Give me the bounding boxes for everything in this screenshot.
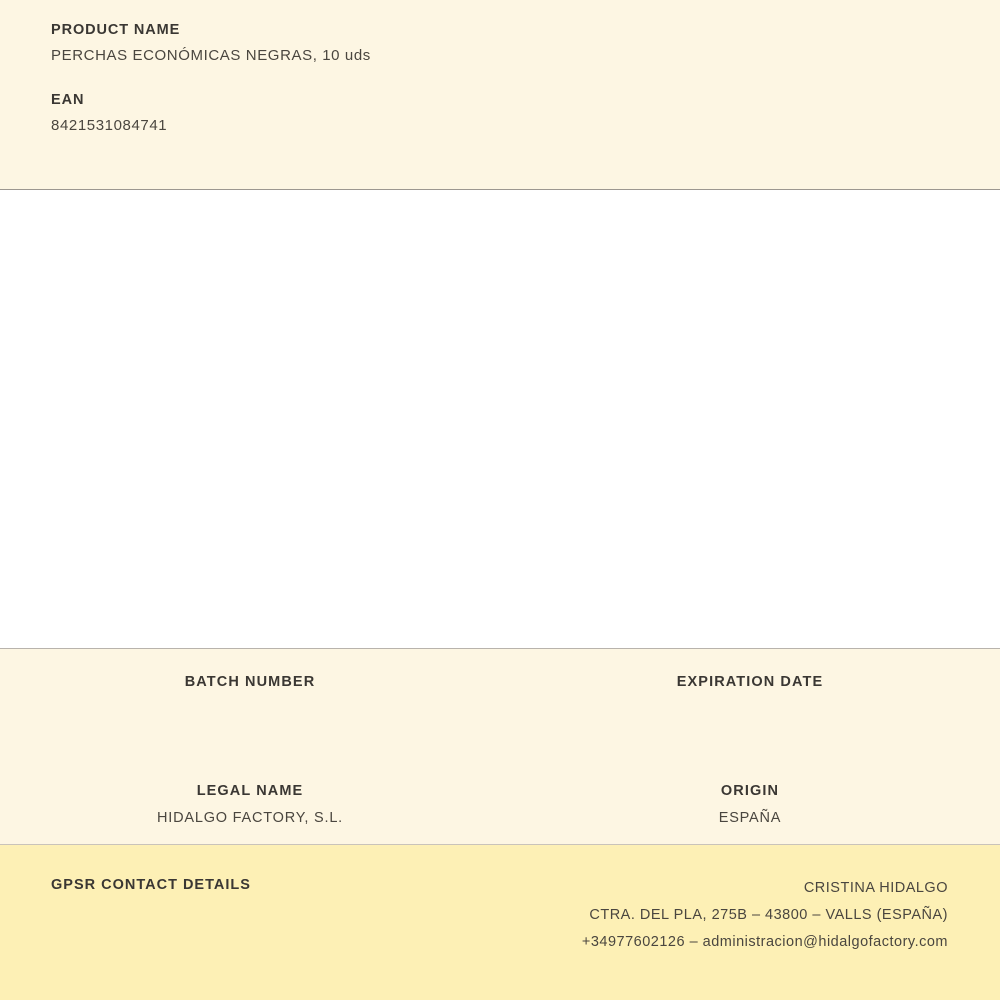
gpsr-contact-label: GPSR CONTACT DETAILS [51, 877, 251, 893]
expiration-date-cell [500, 674, 1000, 718]
product-name-label: PRODUCT NAME [51, 22, 181, 38]
ean-field [51, 92, 950, 134]
origin-cell [500, 783, 1000, 827]
origin-value: ESPAÑA [718, 810, 782, 826]
expiration-date-label: EXPIRATION DATE [676, 674, 824, 690]
gpsr-contact-block [0, 845, 1000, 1000]
legal-name-value: HIDALGO FACTORY, S.L. [156, 810, 344, 826]
gpsr-contact-address: CTRA. DEL PLA, 275B – 43800 – VALLS (ESPAÑA) [589, 907, 948, 923]
product-name-value: PERCHAS ECONÓMICAS NEGRAS, 10 uds [51, 47, 371, 64]
expiration-date-value [500, 701, 1000, 718]
gpsr-contact-phone-email: +34977602126 – administracion@hidalgofactory.com [581, 934, 948, 950]
product-details-block [0, 649, 1000, 845]
gpsr-contact-details [582, 875, 948, 956]
legal-name-label: LEGAL NAME [196, 783, 304, 799]
batch-number-value [0, 701, 500, 718]
batch-number-label: BATCH NUMBER [184, 674, 316, 690]
details-row-batch [0, 674, 1000, 718]
ean-label: EAN [51, 92, 85, 108]
ean-value: 8421531084741 [51, 117, 168, 134]
details-row-legal [0, 783, 1000, 827]
product-name-field [51, 22, 950, 64]
origin-label: ORIGIN [720, 783, 780, 799]
product-image-area [0, 190, 1000, 649]
product-identification-block [0, 0, 1000, 190]
batch-number-cell [0, 674, 500, 718]
legal-name-cell [0, 783, 500, 827]
gpsr-contact-person: CRISTINA HIDALGO [803, 880, 948, 896]
